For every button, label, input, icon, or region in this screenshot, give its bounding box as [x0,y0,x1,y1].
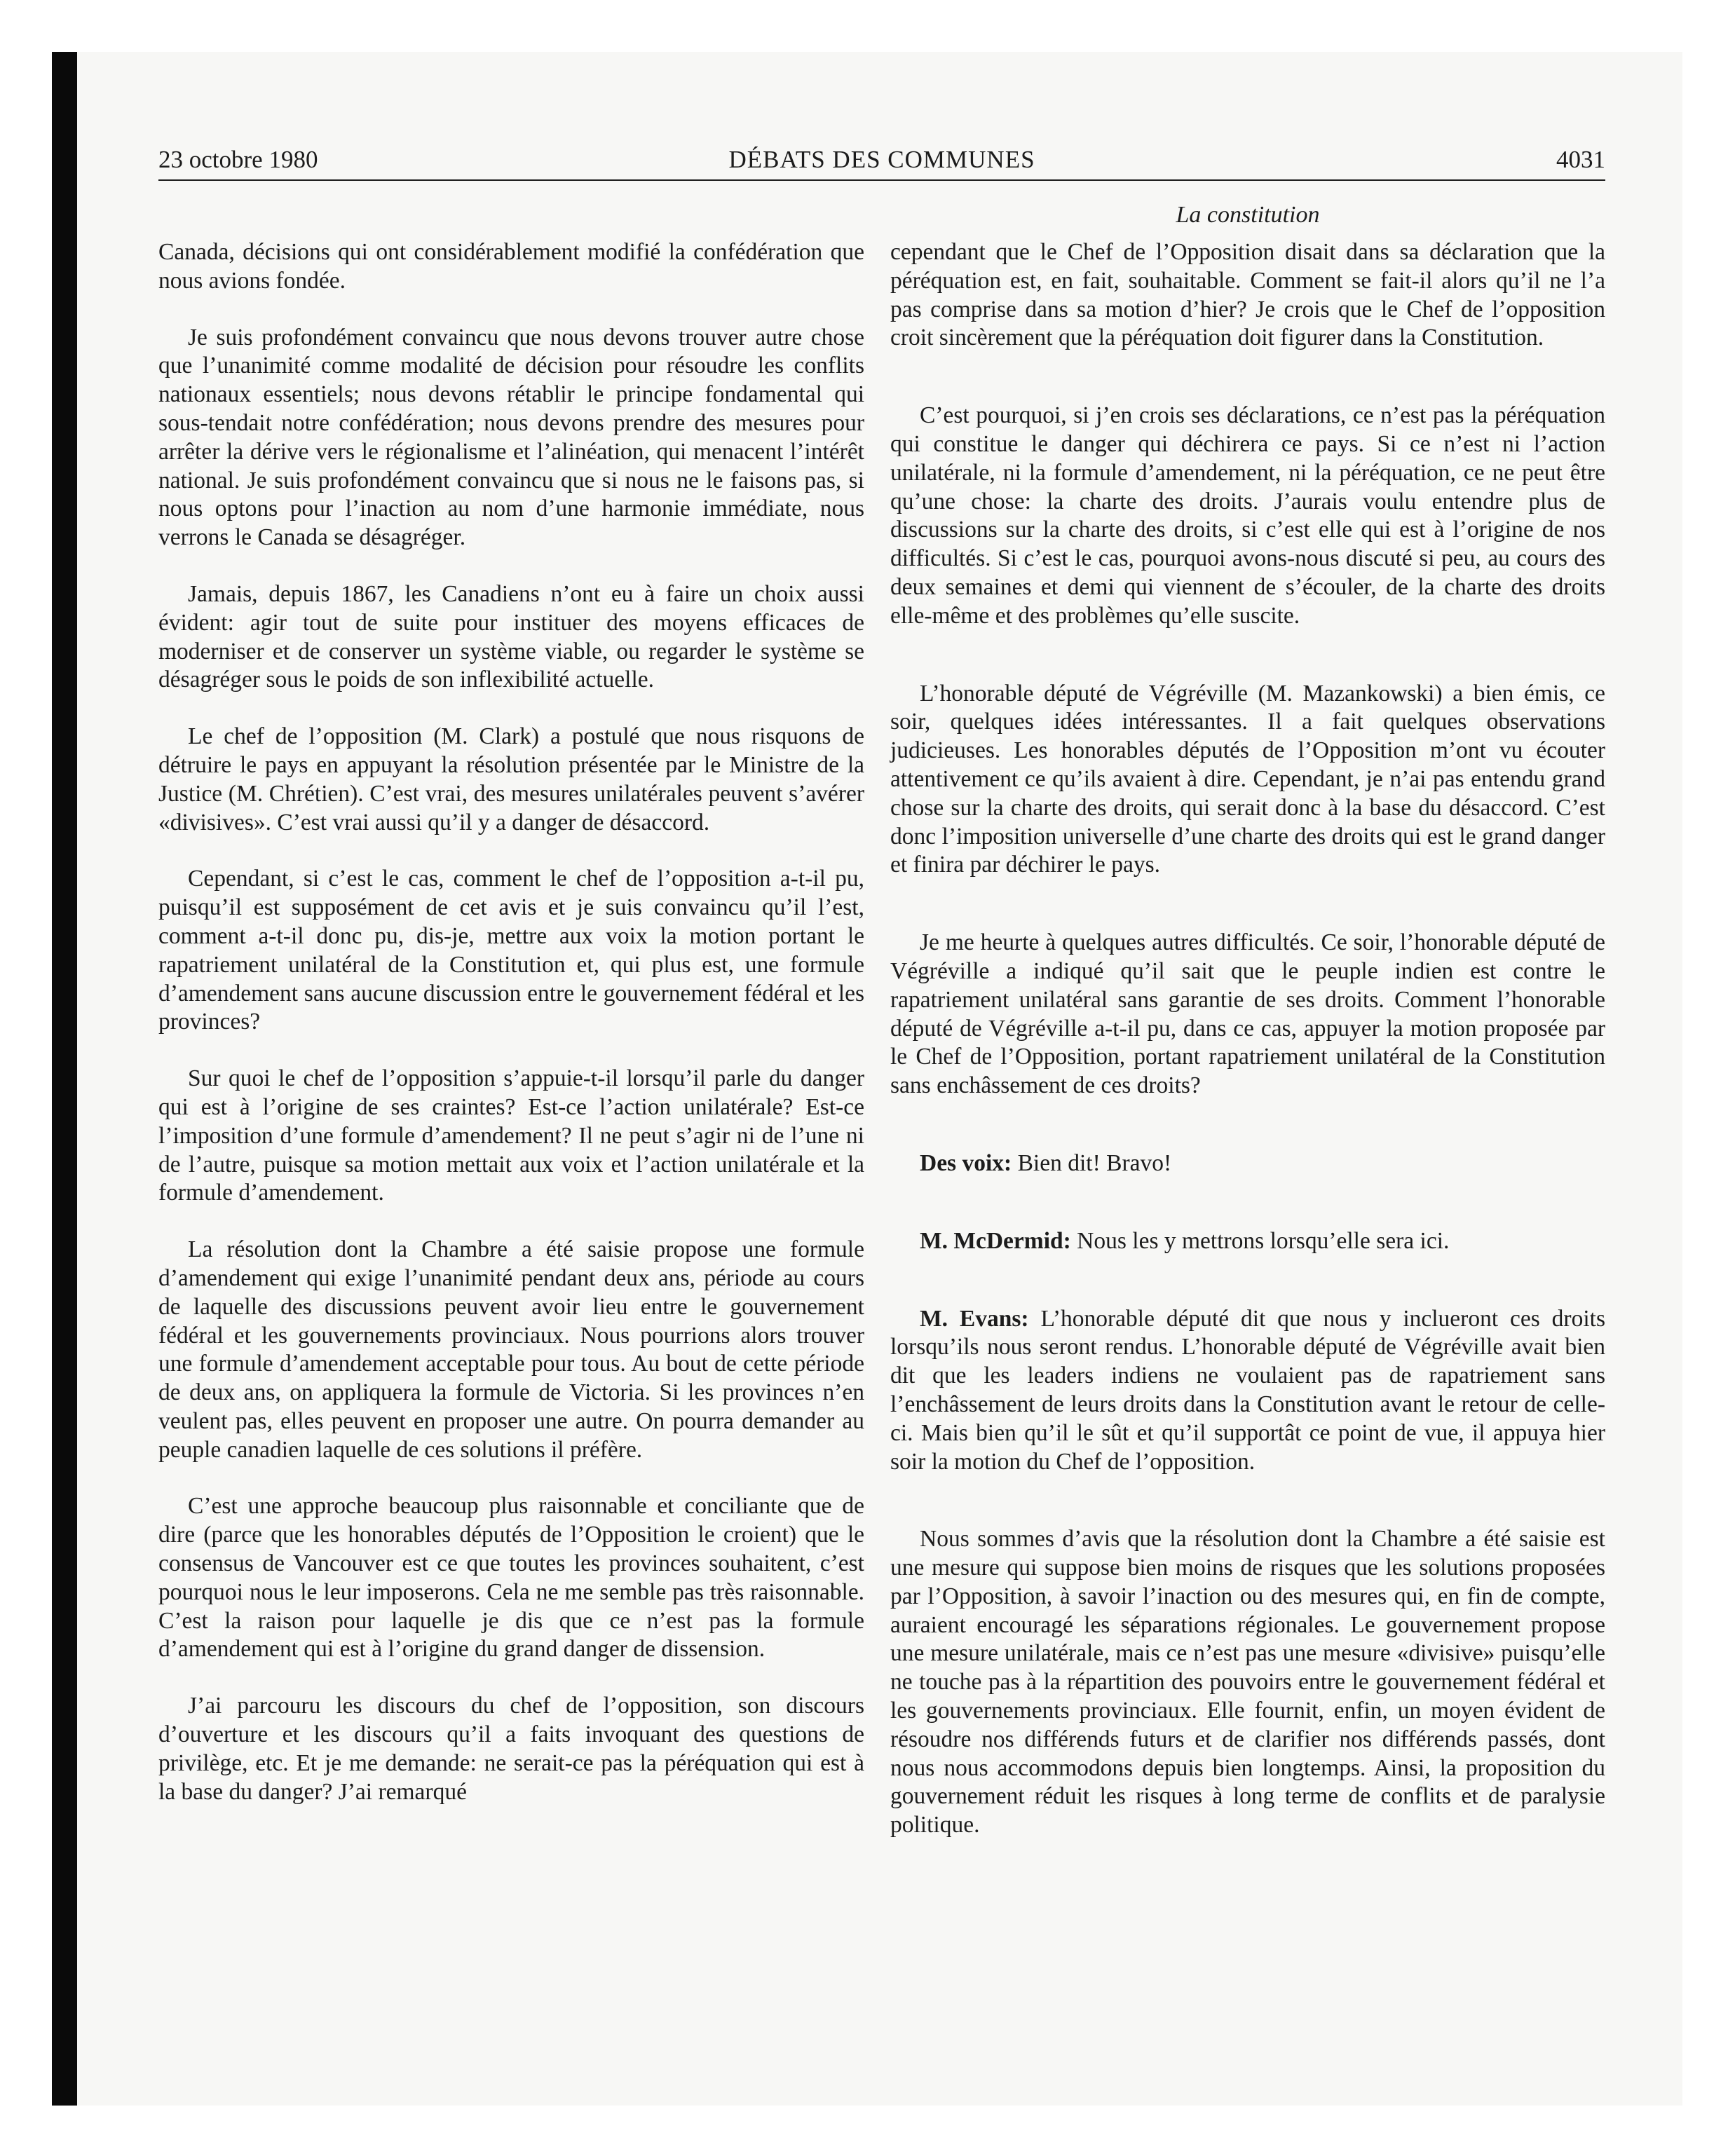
speech-text: L’honorable député dit que nous y inclueront ces droits lorsqu’ils nous seront rendus. L’honorable député de Végréville avait bien dit que les leaders indiens ne voulaient pas de rapatriement sans l’enchâssement de leurs droits dans la Constitution avant le retour de celle-ci. Mais bien qu’il le sût et qu’il supportât ce point de vue, il appuya hier soir la motion du Chef de l’opposition. [890,1305,1605,1475]
paragraph: L’honorable député de Végréville (M. Mazankowski) a bien émis, ce soir, quelques idées intéressantes. Il a fait quelques observations judicieuses. Les honorables députés de l’Opposition m’ont vu écouter attentivement ce qu’ils avaient à dire. Cependant, je n’ai pas entendu grand chose sur la charte des droits, qui serait donc à la base du désaccord. C’est donc l’imposition universelle d’une charte des droits qui est le grand danger et finira par déchirer le pays. [890,680,1605,878]
speech-interjection [890,1227,1605,1256]
paragraph: La résolution dont la Chambre a été saisie propose une formule d’amendement qui exige l’unanimité pendant deux ans, période au cours de laquelle des discussions peuvent avoir lieu entre le gouvernement fédéral et les gouvernements provinciaux. Nous pourrions alors trouver une formule d’amendement acceptable pour tous. Au bout de cette période de deux ans, on appliquera la formule de Victoria. Si les provinces n’en veulent pas, elles peuvent en proposer une autre. On pourra demander au peuple canadien laquelle de ces solutions il préfère. [158,1236,864,1463]
paragraph: cependant que le Chef de l’Opposition disait dans sa déclaration que la péréquation est, en fait, souhaitable. Comment se fait-il alors qu’il ne l’a pas comprise dans sa motion d’hier? Je crois que le Chef de l’opposition croit sincèrement que la péréquation doit figurer dans la Constitution. [890,239,1605,351]
page-number: 4031 [1556,146,1605,173]
header-date: 23 octobre 1980 [158,146,318,173]
speech-text: Bien dit! Bravo! [1012,1149,1172,1176]
page-header [158,146,1605,181]
paragraph: C’est pourquoi, si j’en crois ses déclarations, ce n’est pas la péréquation qui constitue le danger qui déchirera ce pays. Si ce n’est ni l’action unilatérale, ni la formule d’amendement, ni la péréquation, ce ne peut être qu’une chose: la charte des droits. J’aurais voulu entendre plus de discussions sur la charte des droits, si c’est elle qui est à l’origine de nos difficultés. Si c’est le cas, pourquoi avons-nous discuté si peu, au cours des deux semaines et demi qui viennent de s’écouler, de la charte des droits elle-même et des problèmes qu’elle suscite. [890,402,1605,629]
header-title: DÉBATS DES COMMUNES [728,146,1035,173]
paragraph: Je me heurte à quelques autres difficultés. Ce soir, l’honorable député de Végréville a indiqué qu’il sait que le peuple indien est contre le rapatriement unilatéral sans garantie de ses droits. Comment l’honorable député de Végréville a-t-il pu, dans ce cas, appuyer la motion proposée par le Chef de l’Opposition, portant rapatriement unilatéral de la Constitution sans enchâssement de ces droits? [890,929,1605,1099]
paragraph: Cependant, si c’est le cas, comment le chef de l’opposition a-t-il pu, puisqu’il est supposément de cet avis et je suis convaincu qu’il l’est, comment a-t-il donc pu, dis-je, mettre aux voix la motion portant le rapatriement unilatéral de la Constitution et, qui plus est, une formule d’amendement sans aucune discussion entre le gouvernement fédéral et les provinces? [158,866,864,1035]
speech-text: Nous les y mettrons lorsqu’elle sera ici. [1070,1227,1450,1254]
paragraph: Sur quoi le chef de l’opposition s’appuie-t-il lorsqu’il parle du danger qui est à l’origine de ses craintes? Est-ce l’action unilatérale? Est-ce l’imposition d’une formule d’amendement? Il ne peut s’agir ni de l’une ni de l’autre, puisque sa motion mettait aux voix et l’action unilatérale et la formule d’amendement. [158,1065,864,1206]
paragraph: Je suis profondément convaincu que nous devons trouver autre chose que l’unanimité comme modalité de décision pour résoudre les conflits nationaux essentiels; nous devons rétablir le principe fondamental qui sous-tendait notre confédération; nous devons prendre des mesures pour arrêter la dérive vers le régionalisme et l’alinéation, qui menacent l’intérêt national. Je suis profondément convaincu que si nous ne le faisons pas, si nous optons pour l’inaction au nom d’une harmonie immédiate, nous verrons le Canada se désagréger. [158,324,864,551]
scan-edge [52,52,77,2106]
paragraph: C’est une approche beaucoup plus raisonnable et conciliante que de dire (parce que les honorables députés de l’Opposition le croient) que le consensus de Vancouver est ce que toutes les provinces souhaitent, c’est pourquoi nous le leur imposerons. Cela ne me semble pas très raisonnable. C’est la raison pour laquelle je dis que ce n’est pas la formule d’amendement qui est à l’origine du grand danger de dissension. [158,1493,864,1663]
left-column [158,238,864,1834]
paragraph: Jamais, depuis 1867, les Canadiens n’ont eu à faire un choix aussi évident: agir tout de suite pour instituer des moyens efficaces de moderniser et de conserver un système viable, ou regarder le système se désagréger sous le poids de son inflexibilité actuelle. [158,580,864,693]
paragraph: J’ai parcouru les discours du chef de l’opposition, son discours d’ouverture et les discours qu’il a faits invoquant des questions de privilège, etc. Et je me demande: ne serait-ce pas la péréquation qui est à la base du danger? J’ai remarqué [158,1693,864,1805]
header-rule [158,179,1605,181]
speaker-name: M. McDermid: [920,1227,1071,1254]
paragraph: Canada, décisions qui ont considérablement modifié la confédération que nous avions fondée. [158,239,864,294]
section-subheading: La constitution [1176,202,1320,228]
paragraph: Nous sommes d’avis que la résolution dont la Chambre a été saisie est une mesure qui suppose bien moins de risques que les solutions proposées par l’Opposition, à savoir l’inaction ou des mesures qui, en fin de compte, auraient encouragé les séparations régionales. Le gouvernement propose une mesure unilatérale, mais ce n’est pas une mesure «divisive» puisqu’elle ne touche pas à la répartition des pouvoirs entre le gouvernement fédéral et les gouvernements provinciaux. Elle fournit, enfin, un moyen évident de résoudre nos différends futurs et de clarifier nos différends passés, dont nous nous accommodons depuis bien longtemps. Ainsi, la proposition du gouvernement réduit les risques à long terme de conflits et de paralysie politique. [890,1526,1605,1838]
right-column [890,238,1605,1868]
speech-interjection [890,1149,1605,1178]
paragraph: Le chef de l’opposition (M. Clark) a postulé que nous risquons de détruire le pays en appuyant la résolution présentée par le Ministre de la Justice (M. Chrétien). C’est vrai, des mesures unilatérales peuvent s’avérer «divisives». C’est vrai aussi qu’il y a danger de désaccord. [158,723,864,835]
speaker-name: M. Evans: [920,1305,1029,1332]
speaker-name: Des voix: [920,1149,1012,1176]
speech [890,1305,1605,1477]
